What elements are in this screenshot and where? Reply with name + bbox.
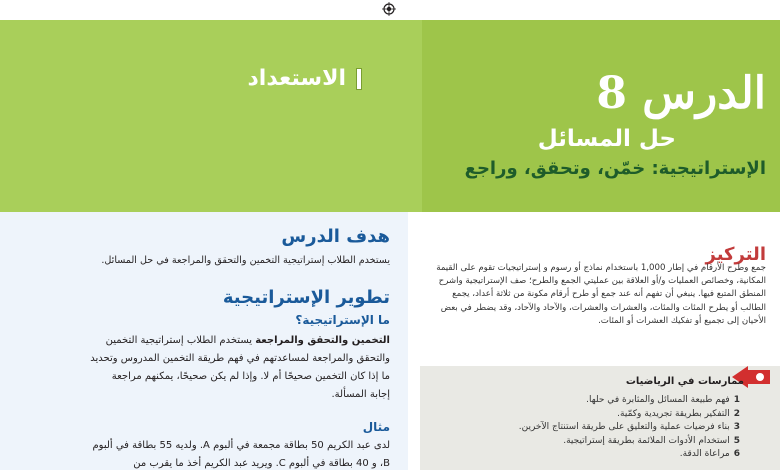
focus-heading: التركيز [705, 244, 766, 265]
list-item: 2التفكير بطريقة تجريدية وكمّية. [617, 408, 740, 419]
strategy-line-2: والتحقق والمراجعة لمساعدتهم في فهم طريقة التخمين المدروس وتحديد [90, 353, 390, 364]
strategy-dev-heading: تطوير الإستراتيجية [222, 287, 390, 308]
bookmark-bar-icon [356, 68, 362, 90]
example-line-2: B، و 40 بطاقة في ألبوم C. ويريد عبد الكريم أخذ ما يقرب من [133, 458, 390, 469]
goal-heading: هدف الدرس [281, 226, 390, 247]
lesson-subtitle: حل المسائل [537, 126, 676, 152]
strategy-line-3: ما إذا كان التخمين صحيحًا أم لا. وإذا لم يكن صحيحًا، يمكنهم مراجعة [111, 371, 390, 382]
left-content-panel [0, 212, 408, 470]
lesson-strategy: الإستراتيجية: خمّن، وتحقق، وراجع [464, 158, 766, 179]
list-item: 1فهم طبيعة المسائل والمثابرة في حلها. [586, 395, 740, 405]
goal-text: يستخدم الطلاب إستراتيجية التخمين والتحقق والمراجعة في حل المسائل. [101, 255, 390, 266]
strategy-line-4: إجابة المسألة. [331, 389, 390, 400]
list-item: 6مراعاة الدقة. [679, 449, 740, 459]
strategy-line-1 [106, 332, 390, 350]
lesson-title: الدرس 8 [596, 68, 766, 119]
list-item: 3بناء فرضيات عملية والتعليق على طريقة استنتاج الآخرين. [518, 422, 740, 432]
registration-mark-icon [382, 2, 396, 16]
list-item: 5استخدام الأدوات الملائمة بطريقة إستراتيجية. [563, 435, 740, 446]
focus-text: جمع وطرح الأرقام في إطار 1,000 باستخدام نماذج أو رسوم و إستراتيجيات تقوم على القيمة المكانية، وخصائص العمليات و/أو العلاقة بين عمليتي الجمع والطرح؛ صف الإستراتيجية واشرح المنطق المتبع فيها. ينبغي أن تفهم أنه عند جمع أو طرح أرقام مكونة من ثلاثة أعداد، يجمع الطالب أو يطرح المئات والمئات، والعشرات والعشرات، والآحاد والآحاد، وقد يضطر في بعض الأحيان إلى تجميع أو تفكيك العشرات أو المئات. [436, 263, 766, 326]
math-practices-list [519, 394, 740, 462]
prep-heading [248, 66, 363, 91]
strategy-what-subheading: ما الإستراتيجية؟ [295, 313, 390, 327]
prep-label: الاستعداد [247, 66, 346, 91]
example-heading: مثال [362, 420, 390, 434]
strategy-line-1-rest: يستخدم الطلاب إستراتيجية التخمين [105, 335, 256, 346]
math-practices-heading: ممارسات في الرياضيات [625, 376, 744, 387]
strategy-term: التخمين والتحقق والمراجعة [255, 335, 390, 346]
example-line-1: لدى عبد الكريم 50 بطاقة مجمعة في ألبوم A. ولديه 55 بطاقة في ألبوم [92, 440, 390, 451]
